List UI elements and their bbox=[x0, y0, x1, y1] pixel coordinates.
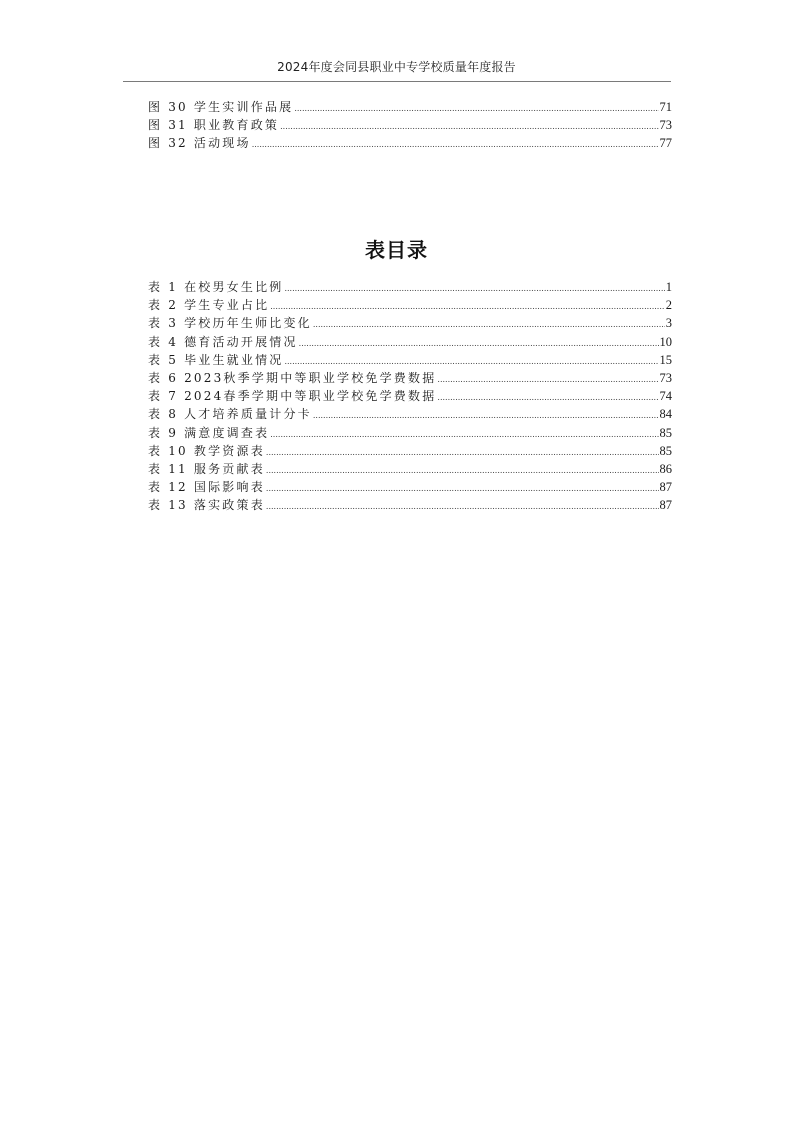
toc-entry-label: 表 7 2024春季学期中等职业学校免学费数据 bbox=[148, 389, 437, 404]
toc-dot-leader bbox=[266, 462, 659, 480]
toc-dot-leader bbox=[437, 371, 658, 389]
toc-entry-page: 73 bbox=[659, 370, 672, 385]
toc-entry-label: 表 5 毕业生就业情况 bbox=[148, 352, 284, 367]
toc-entry-label: 图 32 活动现场 bbox=[148, 136, 251, 151]
toc-entry-label: 图 31 职业教育政策 bbox=[148, 118, 280, 133]
header-divider bbox=[123, 81, 671, 82]
toc-dot-leader bbox=[266, 498, 659, 516]
toc-entry-label: 表 9 满意度调查表 bbox=[148, 425, 270, 440]
toc-entry-label: 表 11 服务贡献表 bbox=[148, 461, 265, 476]
toc-entry-page: 77 bbox=[659, 136, 672, 151]
toc-dot-leader bbox=[266, 444, 659, 462]
toc-entry-label: 表 4 德育活动开展情况 bbox=[148, 334, 298, 349]
toc-entry-page: 1 bbox=[665, 280, 672, 294]
toc-entry-page: 3 bbox=[665, 316, 672, 331]
toc-entry[interactable] bbox=[148, 351, 672, 369]
toc-dot-leader bbox=[313, 316, 665, 334]
toc-entry[interactable] bbox=[148, 387, 672, 405]
toc-entry-label: 表 13 落实政策表 bbox=[148, 498, 265, 513]
toc-dot-leader bbox=[299, 335, 659, 353]
toc-entry[interactable] bbox=[148, 369, 672, 387]
toc-dot-leader bbox=[313, 407, 659, 425]
toc-entry-page: 86 bbox=[659, 461, 672, 476]
toc-entry[interactable] bbox=[148, 442, 672, 460]
toc-dot-leader bbox=[266, 480, 659, 498]
toc-entry-page: 87 bbox=[659, 498, 672, 513]
toc-entry[interactable] bbox=[148, 478, 672, 496]
toc-entry[interactable] bbox=[148, 424, 672, 442]
toc-entry-label: 表 8 人才培养质量计分卡 bbox=[148, 407, 312, 422]
toc-entry-page: 84 bbox=[659, 407, 672, 422]
toc-entry-label: 表 2 学生专业占比 bbox=[148, 298, 270, 313]
toc-dot-leader bbox=[294, 100, 658, 118]
toc-entry[interactable] bbox=[148, 460, 672, 478]
toc-entry[interactable] bbox=[148, 278, 672, 296]
toc-dot-leader bbox=[270, 298, 664, 316]
toc-dot-leader bbox=[437, 389, 658, 407]
toc-entry-label: 表 3 学校历年生师比变化 bbox=[148, 316, 312, 331]
toc-entry[interactable] bbox=[148, 314, 672, 332]
toc-entry[interactable] bbox=[148, 333, 672, 351]
page-header-title: 2024年度会同县职业中专学校质量年度报告 bbox=[277, 60, 516, 74]
toc-entry[interactable] bbox=[148, 98, 672, 116]
toc-entry-label: 表 12 国际影响表 bbox=[148, 480, 265, 495]
toc-entry[interactable] bbox=[148, 496, 672, 514]
toc-dot-leader bbox=[284, 280, 664, 298]
toc-dot-leader bbox=[280, 118, 658, 136]
toc-entry[interactable] bbox=[148, 405, 672, 423]
tables-toc-heading: 表目录 bbox=[365, 238, 428, 262]
toc-entry-label: 表 6 2023秋季学期中等职业学校免学费数据 bbox=[148, 370, 437, 385]
toc-entry-label: 表 10 教学资源表 bbox=[148, 443, 265, 458]
toc-entry-page: 2 bbox=[665, 298, 672, 313]
toc-entry-page: 71 bbox=[659, 100, 672, 114]
toc-entry[interactable] bbox=[148, 116, 672, 134]
toc-entry-page: 15 bbox=[659, 352, 672, 367]
toc-entry-page: 85 bbox=[659, 443, 672, 458]
toc-entry-page: 10 bbox=[659, 334, 672, 349]
toc-dot-leader bbox=[270, 426, 658, 444]
tables-toc-list bbox=[148, 278, 672, 514]
toc-entry-page: 85 bbox=[659, 425, 672, 440]
toc-entry-page: 73 bbox=[659, 118, 672, 133]
toc-entry-label: 表 1 在校男女生比例 bbox=[148, 280, 284, 294]
toc-entry[interactable] bbox=[148, 134, 672, 152]
toc-entry-page: 74 bbox=[659, 389, 672, 404]
toc-entry-label: 图 30 学生实训作品展 bbox=[148, 100, 294, 114]
toc-entry-page: 87 bbox=[659, 480, 672, 495]
toc-dot-leader bbox=[252, 136, 659, 154]
figures-toc-list bbox=[148, 98, 672, 153]
toc-entry[interactable] bbox=[148, 296, 672, 314]
